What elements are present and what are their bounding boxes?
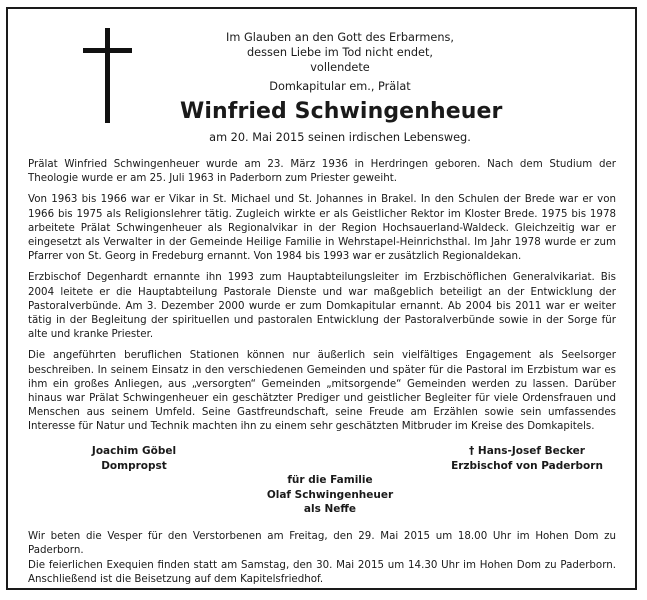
intro-line: Im Glauben an den Gott des Erbarmens,	[226, 31, 454, 44]
signature-name: Joachim Göbel	[91, 445, 177, 457]
biography-paragraph: Die angeführten beruflichen Stationen können nur äußerlich sein vielfältiges Engagement als Seelsorger beschreiben. In seinem Einsatz in den verschiedenen Gemeinden und später für die Pastoral im Erzbistum war es ihm ein großes Anliegen, aus „versorgten“ Gemeinden „mitsorgende“ Gemeinden werden zu lassen. Darüber hinaus war Prälat Schwingenheuer ein geschätzter Prediger und geistlicher Begleiter für viele Ordensfrauen und Menschen aus seinem Umfeld. Seine Gastfreundschaft, seine Freude am Erzählen sowie sein umfassendes Interesse für Natur und Technik machten ihn zu einem sehr geschätzten Mitbruder im Kreise des Domkapitels.	[28, 349, 616, 433]
signature-line: als Neffe	[303, 503, 357, 515]
biography-paragraph: Von 1963 bis 1966 war er Vikar in St. Michael und St. Johannes in Brakel. In den Schulen der Brede war er von 1966 bis 1975 als Religionslehrer tätig. Zugleich wirkte er als Geistlicher Rektor im Kloster Brede. 1975 bis 1978 arbeitete Prälat Schwingenheuer als Regionalvikar in der Region Hochsauerland-Waldeck. Gleichzeitig war er eingesetzt als Verwalter in der Gemeinde Heilige Familie in Wehrstapel-Heinrichsthal. Im Jahr 1978 wurde er zum Pfarrer von St. Georg in Fredeburg ernannt. Von 1984 bis 1993 war er zusätzlich Regionaldekan.	[28, 193, 616, 263]
biography-paragraph: Erzbischof Degenhardt ernannte ihn 1993 zum Hauptabteilungsleiter im Erzbischöflichen Generalvikariat. Bis 2004 leitete er die Hauptabteilung Pastorale Dienste und war maßgeblich beteiligt an der Entwicklung der Pastoralverbünde. Am 3. Dezember 2000 wurde er zum Domkapitular ernannt. Ab 2004 bis 2011 war er weiter tätig in der Begleitung der spirituellen und pastoralen Entwicklung der Pastoralverbünde sowie in der Sorge für alte und kranke Priester.	[28, 271, 616, 341]
signature-role: Erzbischof von Paderborn	[451, 459, 603, 472]
signature-dompropst	[74, 444, 194, 473]
signature-erzbischof	[422, 444, 632, 473]
intro-line: vollendete	[310, 61, 370, 74]
signature-line: für die Familie	[287, 474, 373, 486]
biography-paragraph: Prälat Winfried Schwingenheuer wurde am 23. März 1936 in Herdringen geboren. Nach dem Studium der Theologie wurde er am 25. Juli 1963 in Paderborn zum Priester geweiht.	[28, 158, 616, 185]
service-line: Die feierlichen Exequien finden statt am Samstag, den 30. Mai 2015 um 14.30 Uhr im Hohen Dom zu Paderborn. Anschließend ist die Beisetzung auf dem Kapitelsfriedhof.	[28, 558, 616, 585]
signature-name: † Hans-Josef Becker	[469, 445, 585, 457]
deceased-name: Winfried Schwingenheuer	[180, 99, 503, 124]
biography	[28, 157, 616, 441]
intro-line: dessen Liebe im Tod nicht endet,	[246, 46, 434, 59]
deceased-title: Domkapitular em., Prälat	[269, 80, 411, 93]
service-line: Wir beten die Vesper für den Verstorbenen am Freitag, den 29. Mai 2015 um 18.00 Uhr im Hohen Dom zu Paderborn.	[28, 530, 616, 557]
intro-verse	[180, 30, 500, 75]
signature-name: Olaf Schwingenheuer	[266, 488, 394, 501]
signature-role: Dompropst	[101, 459, 167, 472]
service-info	[28, 529, 616, 586]
signature-family	[230, 473, 430, 517]
date-line: am 20. Mai 2015 seinen irdischen Lebensweg.	[209, 131, 471, 144]
